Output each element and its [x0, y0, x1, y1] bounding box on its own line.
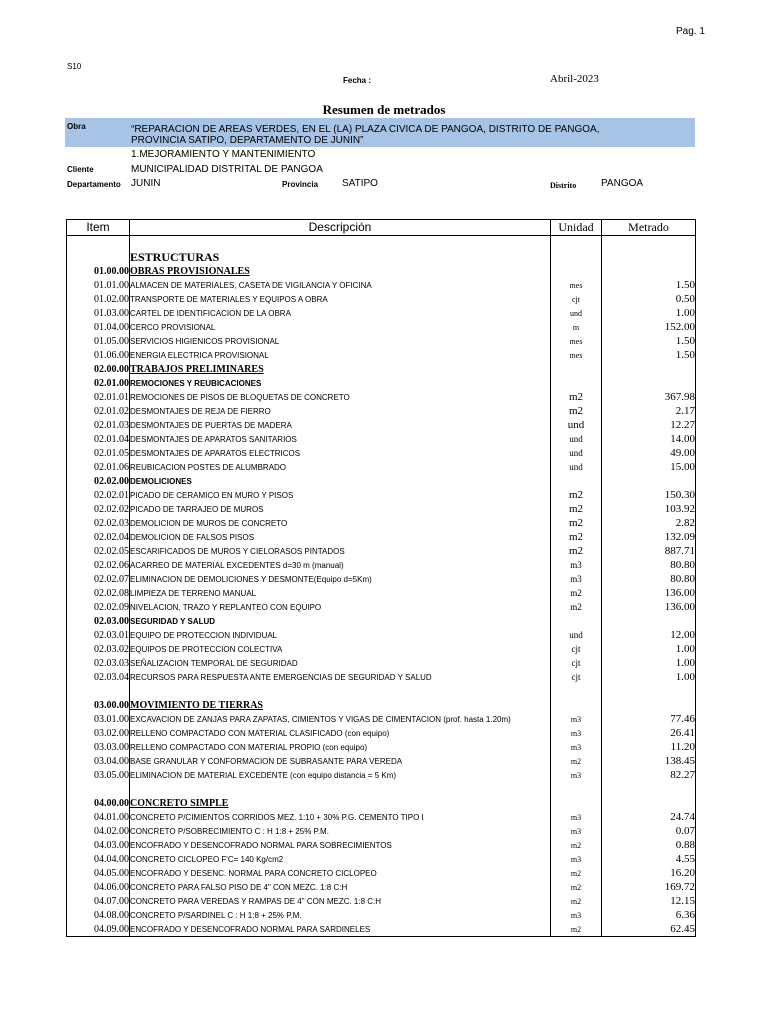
description-cell: PICADO DE TARRAJEO DE MUROS: [130, 502, 551, 516]
metrado-cell: [602, 264, 696, 278]
table-row: [67, 670, 696, 684]
description-cell: DESMONTAJES DE PUERTAS DE MADERA: [130, 418, 551, 432]
metrado-cell: 152.00: [602, 320, 696, 334]
blank-row: [67, 782, 696, 796]
description-cell: ESTRUCTURAS: [130, 250, 551, 264]
item-cell: 02.02.08: [67, 586, 130, 600]
section-row: [67, 264, 696, 278]
table-row: [67, 544, 696, 558]
description-cell: ESCARIFICADOS DE MUROS Y CIELORASOS PINTADOS: [130, 544, 551, 558]
unit-cell: m3: [551, 712, 602, 726]
item-cell: 04.05.00: [67, 866, 130, 880]
metrado-cell: 12.00: [602, 628, 696, 642]
item-cell: 02.03.03: [67, 656, 130, 670]
metrado-cell: 1.00: [602, 670, 696, 684]
description-cell: SEGURIDAD Y SALUD: [130, 614, 551, 628]
description-cell: LIMPIEZA DE TERRENO MANUAL: [130, 586, 551, 600]
subsection-row: [67, 614, 696, 628]
description-cell: TRANSPORTE DE MATERIALES Y EQUIPOS A OBRA: [130, 292, 551, 306]
description-cell: DEMOLICIONES: [130, 474, 551, 488]
table-row: [67, 320, 696, 334]
item-cell: 02.01.03: [67, 418, 130, 432]
unit-cell: m3: [551, 726, 602, 740]
unit-cell: und: [551, 432, 602, 446]
description-cell: ENCOFRADO Y DESENC. NORMAL PARA CONCRETO CICLOPEO: [130, 866, 551, 880]
item-cell: 02.02.03: [67, 516, 130, 530]
metrado-cell: [602, 796, 696, 810]
metrado-cell: 62.45: [602, 922, 696, 937]
table-row: [67, 922, 696, 937]
metrado-cell: 11.20: [602, 740, 696, 754]
description-cell: CARTEL DE IDENTIFICACION DE LA OBRA: [130, 306, 551, 320]
fecha-value: Abril-2023: [550, 73, 599, 85]
blank-row: [67, 684, 696, 698]
item-cell: 04.01.00: [67, 810, 130, 824]
obra-line-2: PROVINCIA SATIPO, DEPARTAMENTO DE JUNIN”: [131, 135, 364, 146]
unit-cell: cjt: [551, 292, 602, 306]
description-cell: REUBICACION POSTES DE ALUMBRADO: [130, 460, 551, 474]
metrado-cell: 103.92: [602, 502, 696, 516]
metrado-cell: 14.00: [602, 432, 696, 446]
table-row: [67, 740, 696, 754]
table-row: [67, 334, 696, 348]
description-cell: DEMOLICION DE FALSOS PISOS: [130, 530, 551, 544]
item-cell: 02.03.00: [67, 614, 130, 628]
table-row: [67, 838, 696, 852]
metrado-cell: 16.20: [602, 866, 696, 880]
table-row: [67, 516, 696, 530]
table-row: [67, 418, 696, 432]
unit-cell: m2: [551, 838, 602, 852]
metrado-cell: 26.41: [602, 726, 696, 740]
unit-cell: m2: [551, 586, 602, 600]
description-cell: EXCAVACION DE ZANJAS PARA ZAPATAS, CIMIENTOS Y VIGAS DE CIMENTACION (prof. hasta 1.20m): [130, 712, 551, 726]
page-number: Pag. 1: [676, 26, 705, 37]
unit-cell: m2: [551, 922, 602, 937]
provincia-value: SATIPO: [342, 178, 378, 189]
unit-cell: [551, 264, 602, 278]
item-cell: 02.02.04: [67, 530, 130, 544]
unit-cell: [551, 236, 602, 251]
table-row: [67, 460, 696, 474]
metrado-cell: 2.82: [602, 516, 696, 530]
unit-cell: m3: [551, 810, 602, 824]
table-row: [67, 348, 696, 362]
unit-cell: m3: [551, 768, 602, 782]
metrado-cell: 6.36: [602, 908, 696, 922]
description-cell: TRABAJOS PRELIMINARES: [130, 362, 551, 376]
description-cell: [130, 684, 551, 698]
metrado-cell: 80.80: [602, 572, 696, 586]
unit-cell: cjt: [551, 642, 602, 656]
unit-cell: m2: [551, 404, 602, 418]
item-cell: 04.00.00: [67, 796, 130, 810]
table-row: [67, 726, 696, 740]
metrado-cell: 15.00: [602, 460, 696, 474]
unit-cell: und: [551, 460, 602, 474]
item-cell: 02.02.02: [67, 502, 130, 516]
metrado-cell: 82.27: [602, 768, 696, 782]
section-row: [67, 796, 696, 810]
metrado-cell: 2.17: [602, 404, 696, 418]
item-cell: 03.01.00: [67, 712, 130, 726]
blank-row: [67, 236, 696, 251]
item-cell: 04.07.00: [67, 894, 130, 908]
item-cell: 02.01.04: [67, 432, 130, 446]
item-cell: 02.02.05: [67, 544, 130, 558]
item-cell: 02.01.01: [67, 390, 130, 404]
metrado-cell: [602, 236, 696, 251]
item-cell: 02.02.00: [67, 474, 130, 488]
table-row: [67, 824, 696, 838]
item-cell: 03.00.00: [67, 698, 130, 712]
description-cell: MOVIMIENTO DE TIERRAS: [130, 698, 551, 712]
unit-cell: und: [551, 628, 602, 642]
unit-cell: m: [551, 320, 602, 334]
subsection-row: [67, 474, 696, 488]
table-row: [67, 292, 696, 306]
unit-cell: m2: [551, 754, 602, 768]
description-cell: EQUIPOS DE PROTECCION COLECTIVA: [130, 642, 551, 656]
description-cell: DESMONTAJES DE APARATOS ELECTRICOS: [130, 446, 551, 460]
description-cell: CONCRETO P/CIMIENTOS CORRIDOS MEZ. 1:10 + 30% P.G. CEMENTO TIPO I: [130, 810, 551, 824]
column-header-descripcion: Descripción: [130, 220, 551, 236]
table-row: [67, 712, 696, 726]
column-header-metrado: Metrado: [602, 220, 696, 236]
unit-cell: m2: [551, 600, 602, 614]
table-row: [67, 754, 696, 768]
metrado-cell: [602, 782, 696, 796]
group-row: [67, 250, 696, 264]
description-cell: CONCRETO PARA VEREDAS Y RAMPAS DE 4" CON MEZC. 1:8 C:H: [130, 894, 551, 908]
table-row: [67, 502, 696, 516]
distrito-value: PANGOA: [601, 178, 644, 189]
unit-cell: m3: [551, 740, 602, 754]
description-cell: RELLENO COMPACTADO CON MATERIAL CLASIFICADO (con equipo): [130, 726, 551, 740]
unit-cell: mes: [551, 278, 602, 292]
unit-cell: m3: [551, 558, 602, 572]
description-cell: SERVICIOS HIGIENICOS PROVISIONAL: [130, 334, 551, 348]
metrado-cell: [602, 698, 696, 712]
metrado-cell: 136.00: [602, 586, 696, 600]
unit-cell: [551, 782, 602, 796]
metrado-cell: 12.15: [602, 894, 696, 908]
description-cell: [130, 236, 551, 251]
table-row: [67, 432, 696, 446]
metrado-cell: [602, 614, 696, 628]
metrado-cell: [602, 250, 696, 264]
metrado-cell: 1.50: [602, 278, 696, 292]
item-cell: 02.01.06: [67, 460, 130, 474]
table-row: [67, 656, 696, 670]
fecha-label: Fecha :: [343, 76, 372, 85]
metrado-cell: 0.07: [602, 824, 696, 838]
item-cell: 01.02.00: [67, 292, 130, 306]
item-cell: 03.02.00: [67, 726, 130, 740]
unit-cell: cjt: [551, 656, 602, 670]
table-row: [67, 390, 696, 404]
table-row: [67, 586, 696, 600]
description-cell: ENERGIA ELECTRICA PROVISIONAL: [130, 348, 551, 362]
description-cell: PICADO DE CERAMICO EN MURO Y PISOS: [130, 488, 551, 502]
obra-line-1: “REPARACION DE AREAS VERDES, EN EL (LA) PLAZA CIVICA DE PANGOA, DISTRITO DE PANGOA,: [131, 124, 600, 135]
item-cell: 01.05.00: [67, 334, 130, 348]
unit-cell: m2: [551, 880, 602, 894]
unit-cell: [551, 614, 602, 628]
distrito-label: Distrito: [550, 181, 577, 190]
item-cell: 01.06.00: [67, 348, 130, 362]
description-cell: EQUIPO DE PROTECCION INDIVIDUAL: [130, 628, 551, 642]
unit-cell: [551, 796, 602, 810]
item-cell: 02.02.01: [67, 488, 130, 502]
metrado-cell: 0.88: [602, 838, 696, 852]
unit-cell: cjt: [551, 670, 602, 684]
metrado-cell: 1.50: [602, 348, 696, 362]
unit-cell: [551, 474, 602, 488]
item-cell: 02.01.02: [67, 404, 130, 418]
metrado-cell: 150.30: [602, 488, 696, 502]
description-cell: CONCRETO P/SARDINEL C : H 1:8 + 25% P.M.: [130, 908, 551, 922]
metrado-cell: [602, 474, 696, 488]
obra-label: Obra: [67, 122, 86, 131]
obra-subtitle: 1.MEJORAMIENTO Y MANTENIMIENTO: [131, 149, 316, 160]
unit-cell: [551, 376, 602, 390]
table-row: [67, 880, 696, 894]
metrado-cell: 136.00: [602, 600, 696, 614]
unit-cell: mes: [551, 348, 602, 362]
description-cell: ALMACEN DE MATERIALES, CASETA DE VIGILANCIA Y OFICINA: [130, 278, 551, 292]
item-cell: 04.09.00: [67, 922, 130, 937]
description-cell: CONCRETO SIMPLE: [130, 796, 551, 810]
item-cell: 02.03.01: [67, 628, 130, 642]
item-cell: 02.02.06: [67, 558, 130, 572]
metrado-cell: 49.00: [602, 446, 696, 460]
description-cell: DESMONTAJES DE REJA DE FIERRO: [130, 404, 551, 418]
unit-cell: mes: [551, 334, 602, 348]
metrado-cell: 132.09: [602, 530, 696, 544]
item-cell: 04.08.00: [67, 908, 130, 922]
column-header-item: Item: [67, 220, 130, 236]
item-cell: 01.00.00: [67, 264, 130, 278]
table-row: [67, 810, 696, 824]
description-cell: CONCRETO PARA FALSO PISO DE 4" CON MEZC. 1:8 C:H: [130, 880, 551, 894]
unit-cell: [551, 684, 602, 698]
description-cell: [130, 782, 551, 796]
item-cell: [67, 684, 130, 698]
table-row: [67, 572, 696, 586]
metrado-cell: 24.74: [602, 810, 696, 824]
description-cell: DESMONTAJES DE APARATOS SANITARIOS: [130, 432, 551, 446]
unit-cell: m2: [551, 516, 602, 530]
description-cell: ACARREO DE MATERIAL EXCEDENTES d=30 m (manual): [130, 558, 551, 572]
description-cell: RECURSOS PARA RESPUESTA ANTE EMERGENCIAS DE SEGURIDAD Y SALUD: [130, 670, 551, 684]
item-cell: 03.03.00: [67, 740, 130, 754]
subsection-row: [67, 376, 696, 390]
item-cell: 02.00.00: [67, 362, 130, 376]
item-cell: 01.04.00: [67, 320, 130, 334]
item-cell: 04.06.00: [67, 880, 130, 894]
description-cell: OBRAS PROVISIONALES: [130, 264, 551, 278]
description-cell: CERCO PROVISIONAL: [130, 320, 551, 334]
metrado-cell: 77.46: [602, 712, 696, 726]
departamento-value: JUNIN: [131, 178, 161, 189]
table-row: [67, 908, 696, 922]
section-row: [67, 698, 696, 712]
unit-cell: m2: [551, 544, 602, 558]
cliente-value: MUNICIPALIDAD DISTRITAL DE PANGOA: [131, 164, 323, 175]
metrado-cell: [602, 362, 696, 376]
item-cell: [67, 250, 130, 264]
item-cell: [67, 782, 130, 796]
table-row: [67, 866, 696, 880]
document-title: Resumen de metrados: [322, 102, 446, 117]
item-cell: 01.03.00: [67, 306, 130, 320]
table-row: [67, 558, 696, 572]
description-cell: NIVELACION, TRAZO Y REPLANTEO CON EQUIPO: [130, 600, 551, 614]
item-cell: 02.02.07: [67, 572, 130, 586]
table-row: [67, 628, 696, 642]
description-cell: REMOCIONES DE PISOS DE BLOQUETAS DE CONCRETO: [130, 390, 551, 404]
unit-cell: m2: [551, 390, 602, 404]
item-cell: 04.02.00: [67, 824, 130, 838]
item-cell: 03.05.00: [67, 768, 130, 782]
item-cell: 02.01.00: [67, 376, 130, 390]
unit-cell: [551, 362, 602, 376]
metrado-cell: [602, 684, 696, 698]
description-cell: DEMOLICION DE MUROS DE CONCRETO: [130, 516, 551, 530]
unit-cell: m3: [551, 824, 602, 838]
unit-cell: m2: [551, 488, 602, 502]
departamento-label: Departamento: [67, 180, 121, 189]
description-cell: REMOCIONES Y REUBICACIONES: [130, 376, 551, 390]
metrado-cell: 1.00: [602, 656, 696, 670]
document-code: S10: [67, 62, 82, 71]
description-cell: SEÑALIZACION TEMPORAL DE SEGURIDAD: [130, 656, 551, 670]
section-row: [67, 362, 696, 376]
metrado-cell: 0.50: [602, 292, 696, 306]
table-row: [67, 404, 696, 418]
table-row: [67, 306, 696, 320]
table-row: [67, 488, 696, 502]
table-row: [67, 642, 696, 656]
item-cell: 03.04.00: [67, 754, 130, 768]
unit-cell: m2: [551, 894, 602, 908]
description-cell: CONCRETO P/SOBRECIMIENTO C : H 1:8 + 25% P.M.: [130, 824, 551, 838]
item-cell: [67, 236, 130, 251]
table-row: [67, 852, 696, 866]
metrado-cell: 138.45: [602, 754, 696, 768]
description-cell: BASE GRANULAR Y CONFORMACION DE SUBRASANTE PARA VEREDA: [130, 754, 551, 768]
column-header-unidad: Unidad: [551, 220, 602, 236]
unit-cell: m3: [551, 908, 602, 922]
unit-cell: m3: [551, 572, 602, 586]
cliente-label: Cliente: [67, 165, 94, 174]
description-cell: ENCOFRADO Y DESENCOFRADO NORMAL PARA SARDINELES: [130, 922, 551, 937]
description-cell: CONCRETO CICLOPEO F'C= 140 Kg/cm2: [130, 852, 551, 866]
metrado-cell: 367.98: [602, 390, 696, 404]
description-cell: RELLENO COMPACTADO CON MATERIAL PROPIO (con equipo): [130, 740, 551, 754]
metrado-cell: 887.71: [602, 544, 696, 558]
description-cell: ENCOFRADO Y DESENCOFRADO NORMAL PARA SOBRECIMIENTOS: [130, 838, 551, 852]
unit-cell: m2: [551, 866, 602, 880]
description-cell: ELIMINACION DE MATERIAL EXCEDENTE (con equipo distancia = 5 Km): [130, 768, 551, 782]
item-cell: 04.03.00: [67, 838, 130, 852]
unit-cell: m3: [551, 852, 602, 866]
table-row: [67, 446, 696, 460]
table-row: [67, 768, 696, 782]
table-header-row: [67, 220, 696, 236]
metrado-cell: [602, 376, 696, 390]
item-cell: 02.03.04: [67, 670, 130, 684]
metrado-cell: 12.27: [602, 418, 696, 432]
unit-cell: [551, 250, 602, 264]
metrado-cell: 80.80: [602, 558, 696, 572]
table-row: [67, 530, 696, 544]
item-cell: 04.04.00: [67, 852, 130, 866]
unit-cell: [551, 698, 602, 712]
provincia-label: Provincia: [282, 180, 319, 189]
unit-cell: m2: [551, 502, 602, 516]
metrado-cell: 1.00: [602, 306, 696, 320]
unit-cell: und: [551, 418, 602, 432]
metrado-cell: 169.72: [602, 880, 696, 894]
metrado-cell: 4.55: [602, 852, 696, 866]
item-cell: 01.01.00: [67, 278, 130, 292]
unit-cell: m2: [551, 530, 602, 544]
unit-cell: und: [551, 446, 602, 460]
item-cell: 02.03.02: [67, 642, 130, 656]
item-cell: 02.01.05: [67, 446, 130, 460]
metrados-table: [66, 219, 696, 937]
metrado-cell: 1.50: [602, 334, 696, 348]
metrado-cell: 1.00: [602, 642, 696, 656]
table-row: [67, 278, 696, 292]
table-row: [67, 894, 696, 908]
table-row: [67, 600, 696, 614]
unit-cell: und: [551, 306, 602, 320]
description-cell: ELIMINACION DE DEMOLICIONES Y DESMONTE(Equipo d=5Km): [130, 572, 551, 586]
item-cell: 02.02.09: [67, 600, 130, 614]
